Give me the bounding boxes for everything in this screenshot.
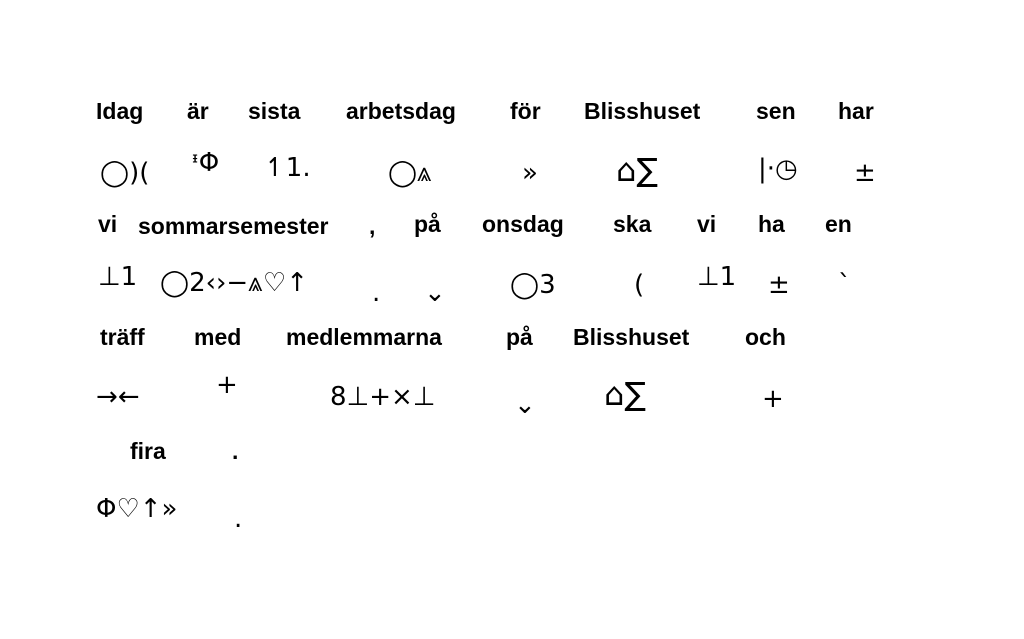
bliss-symbol-ska: ( — [634, 270, 645, 300]
word-comma: , — [369, 213, 376, 239]
word-och: och — [745, 324, 786, 350]
bliss-symbol-fira: Φ♡↑» — [96, 494, 178, 524]
word-ha: ha — [758, 211, 785, 237]
word-arbetsdag: arbetsdag — [346, 98, 456, 124]
word-pa-1: på — [414, 211, 441, 237]
word-vi-1: vi — [98, 211, 118, 237]
bliss-symbol-blisshuset-2: ⌂∑ — [604, 375, 646, 413]
word-blisshuset-2: Blisshuset — [573, 324, 690, 350]
bliss-symbol-vi-2: ⊥1 — [697, 262, 737, 292]
word-blisshuset: Blisshuset — [584, 98, 701, 124]
word-sommarsemester: sommarsemester — [138, 213, 329, 239]
bliss-symbol-comma: . — [372, 278, 381, 308]
word-en: en — [825, 211, 852, 237]
bliss-symbol-sista: ↿1. — [264, 153, 311, 183]
word-med: med — [194, 324, 242, 350]
bliss-symbol-idag: ◯)( — [100, 158, 150, 188]
bliss-symbol-vi-1: ⊥1 — [98, 262, 138, 292]
word-fira: fira — [130, 438, 166, 464]
bliss-symbol-for: » — [522, 158, 538, 188]
bliss-symbol-och: + — [762, 384, 784, 414]
bliss-symbol-ar: ᶧΦ — [192, 148, 220, 178]
bliss-symbol-sommarsemester: ◯2‹›−⩓♡↑ — [160, 268, 308, 298]
bliss-symbol-traff: →← — [96, 382, 140, 412]
word-pa-2: på — [506, 324, 533, 350]
bliss-symbol-sen: |·◷ — [758, 154, 798, 184]
word-vi-2: vi — [697, 211, 717, 237]
word-for: för — [510, 98, 541, 124]
bliss-symbol-onsdag: ◯3 — [510, 270, 556, 300]
word-onsdag: onsdag — [482, 211, 564, 237]
bliss-symbol-medlemmarna: 8⊥+×⊥ — [330, 382, 436, 412]
bliss-symbol-med: + — [216, 370, 238, 400]
bliss-symbol-en: ` — [838, 270, 851, 300]
word-idag: Idag — [96, 98, 144, 124]
word-medlemmarna: medlemmarna — [286, 324, 442, 350]
word-sen: sen — [756, 98, 796, 124]
word-traff: träff — [100, 324, 145, 350]
word-sista: sista — [248, 98, 301, 124]
bliss-symbol-blisshuset: ⌂∑ — [616, 151, 658, 189]
bliss-symbol-pa-2: ⌄ — [514, 390, 536, 420]
word-har: har — [838, 98, 874, 124]
bliss-symbol-har: ± — [854, 158, 876, 188]
word-ar: är — [187, 98, 209, 124]
bliss-symbol-arbetsdag: ◯⩓ — [388, 158, 432, 188]
bliss-symbol-pa-1: ⌄ — [424, 278, 446, 308]
bliss-symbol-ha: ± — [768, 270, 790, 300]
word-period: . — [232, 438, 239, 464]
word-ska: ska — [613, 211, 652, 237]
bliss-symbol-period: . — [234, 504, 243, 534]
